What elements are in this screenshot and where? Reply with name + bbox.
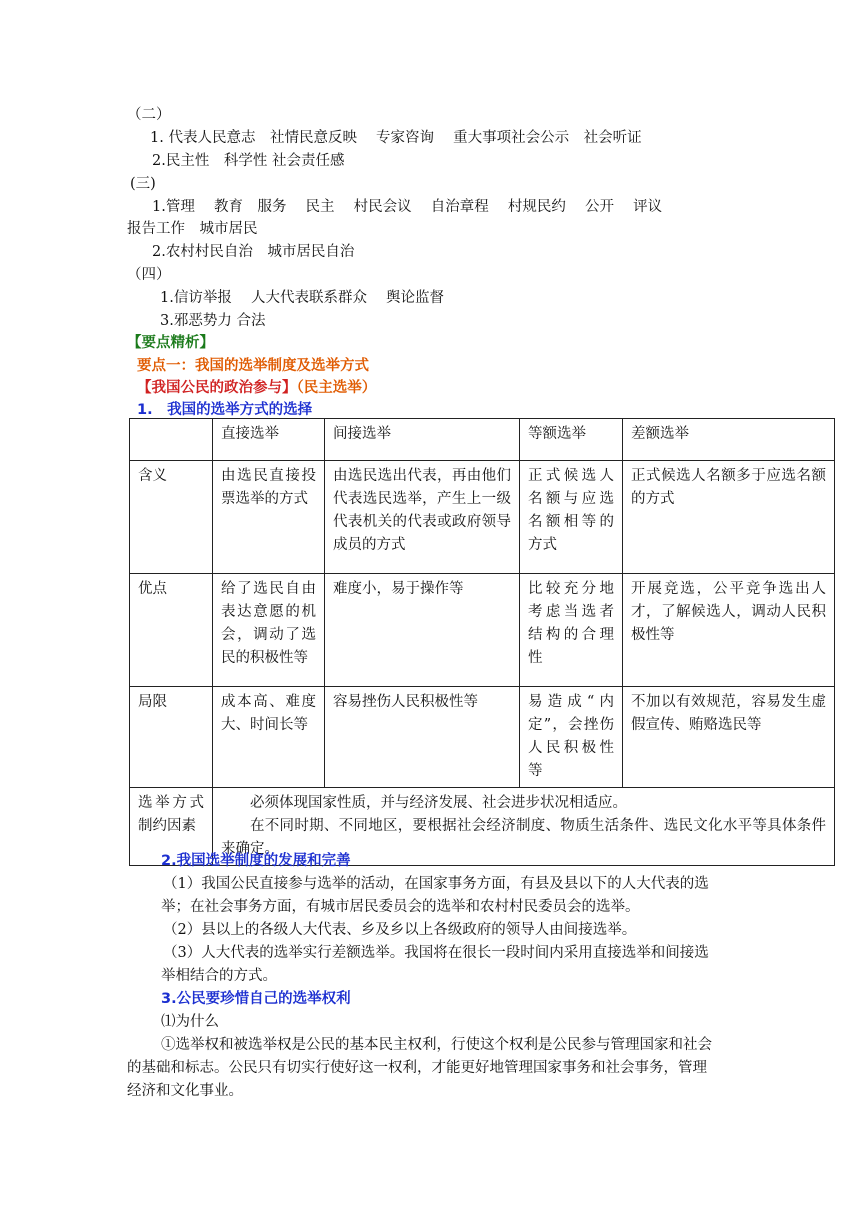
section-four-label: （四）: [127, 267, 171, 283]
row-label: 优点: [130, 574, 213, 687]
section-three-line2: 2.农村村民自治 城市居民自治: [152, 244, 355, 260]
table-cell: 给了选民自由表达意愿的机会，调动了选民的积极性等: [213, 574, 325, 687]
table-cell: 成本高、难度大、时间长等: [213, 687, 325, 788]
table-header-cell: 差额选举: [623, 419, 835, 461]
subsection-3-why: ⑴为什么: [161, 1014, 219, 1030]
table-cell: 容易挫伤人民积极性等: [325, 687, 520, 788]
election-methods-table: [129, 418, 835, 866]
participation-heading-main: 【我国公民的政治参与】: [137, 380, 297, 396]
table-cell: 不加以有效规范，容易发生虚假宣传、贿赂选民等: [623, 687, 835, 788]
subsection-2-p1-line1: （1）我国公民直接参与选举的活动，在国家事务方面，有县及县以下的人大代表的选: [163, 876, 709, 892]
subsection-3-heading: 3.公民要珍惜自己的选举权利: [161, 991, 351, 1007]
subsection-2-p3-line2: 举相结合的方式。: [161, 968, 277, 984]
table-cell: 比较充分地考虑当选者结构的合理性: [520, 574, 623, 687]
key-points-heading: 【要点精析】: [127, 335, 214, 351]
subsection-3-p1-line3: 经济和文化事业。: [127, 1083, 243, 1099]
section-four-line2: 3.邪恶势力 合法: [160, 313, 266, 329]
section-four-line1: 1.信访举报 人大代表联系群众 舆论监督: [160, 290, 445, 306]
row-label: 含义: [130, 461, 213, 574]
table-cell: 由选民选出代表，再由他们代表选民选举，产生上一级代表机关的代表或政府领导成员的方式: [325, 461, 520, 574]
subsection-2-p2: （2）县以上的各级人大代表、乡及乡以上各级政府的领导人由间接选举。: [163, 922, 637, 938]
row-label: 选举方式制约因素: [130, 788, 213, 866]
row-label: 局限: [130, 687, 213, 788]
section-three-line1-cont: 报告工作 城市居民: [127, 221, 258, 237]
participation-heading: [137, 378, 376, 398]
table-cell: 正式候选人名额与应选名额相等的方式: [520, 461, 623, 574]
table-row: [130, 461, 835, 574]
subsection-2-heading: 2.我国选举制度的发展和完善: [161, 853, 351, 869]
table-cell: 开展竞选，公平竞争选出人才，了解候选人，调动人民积极性等: [623, 574, 835, 687]
participation-heading-sub: （民主选举）: [296, 380, 377, 396]
section-two-line1: 1. 代表人民意志 社情民意反映 专家咨询 重大事项社会公示 社会听证: [150, 130, 642, 146]
subsection-2-p3-line1: （3）人大代表的选举实行差额选举。我国将在很长一段时间内采用直接选举和间接选: [163, 945, 709, 961]
factors-paragraph: 必须体现国家性质，并与经济发展、社会进步状况相适应。: [250, 795, 627, 811]
subsection-3-p1-line1: ①选举权和被选举权是公民的基本民主权利，行使这个权利是公民参与管理国家和社会: [161, 1037, 712, 1053]
point-one-heading: 要点一：我国的选举制度及选举方式: [137, 358, 369, 374]
table-header-cell: 间接选举: [325, 419, 520, 461]
section-two-line2: 2.民主性 科学性 社会责任感: [152, 153, 345, 169]
section-two-label: （二）: [127, 107, 171, 123]
table-row: [130, 687, 835, 788]
table-header-cell: [130, 419, 213, 461]
section-three-label: (三): [130, 176, 156, 192]
table-header-cell: 等额选举: [520, 419, 623, 461]
section-three-line1: 1.管理 教育 服务 民主 村民会议 自治章程 村规民约 公开 评议: [152, 199, 663, 215]
table-row: [130, 574, 835, 687]
subsection-1-heading: 1. 我国的选举方式的选择: [137, 402, 313, 418]
table-cell: 正式候选人名额多于应选名额的方式: [623, 461, 835, 574]
table-cell: 由选民直接投票选举的方式: [213, 461, 325, 574]
factors-paragraph: 在不同时期、不同地区，要根据社会经济制度、物质生活条件、选民文化水平等具体条件来确定。: [221, 818, 826, 857]
table-cell: 难度小，易于操作等: [325, 574, 520, 687]
table-header-row: [130, 419, 835, 461]
subsection-3-p1-line2: 的基础和标志。公民只有切实行使好这一权利，才能更好地管理国家事务和社会事务，管理: [127, 1060, 707, 1076]
table-header-cell: 直接选举: [213, 419, 325, 461]
table-cell: 易造成“内定”，会挫伤人民积极性等: [520, 687, 623, 788]
subsection-2-p1-line2: 举；在社会事务方面，有城市居民委员会的选举和农村村民委员会的选举。: [161, 899, 640, 915]
